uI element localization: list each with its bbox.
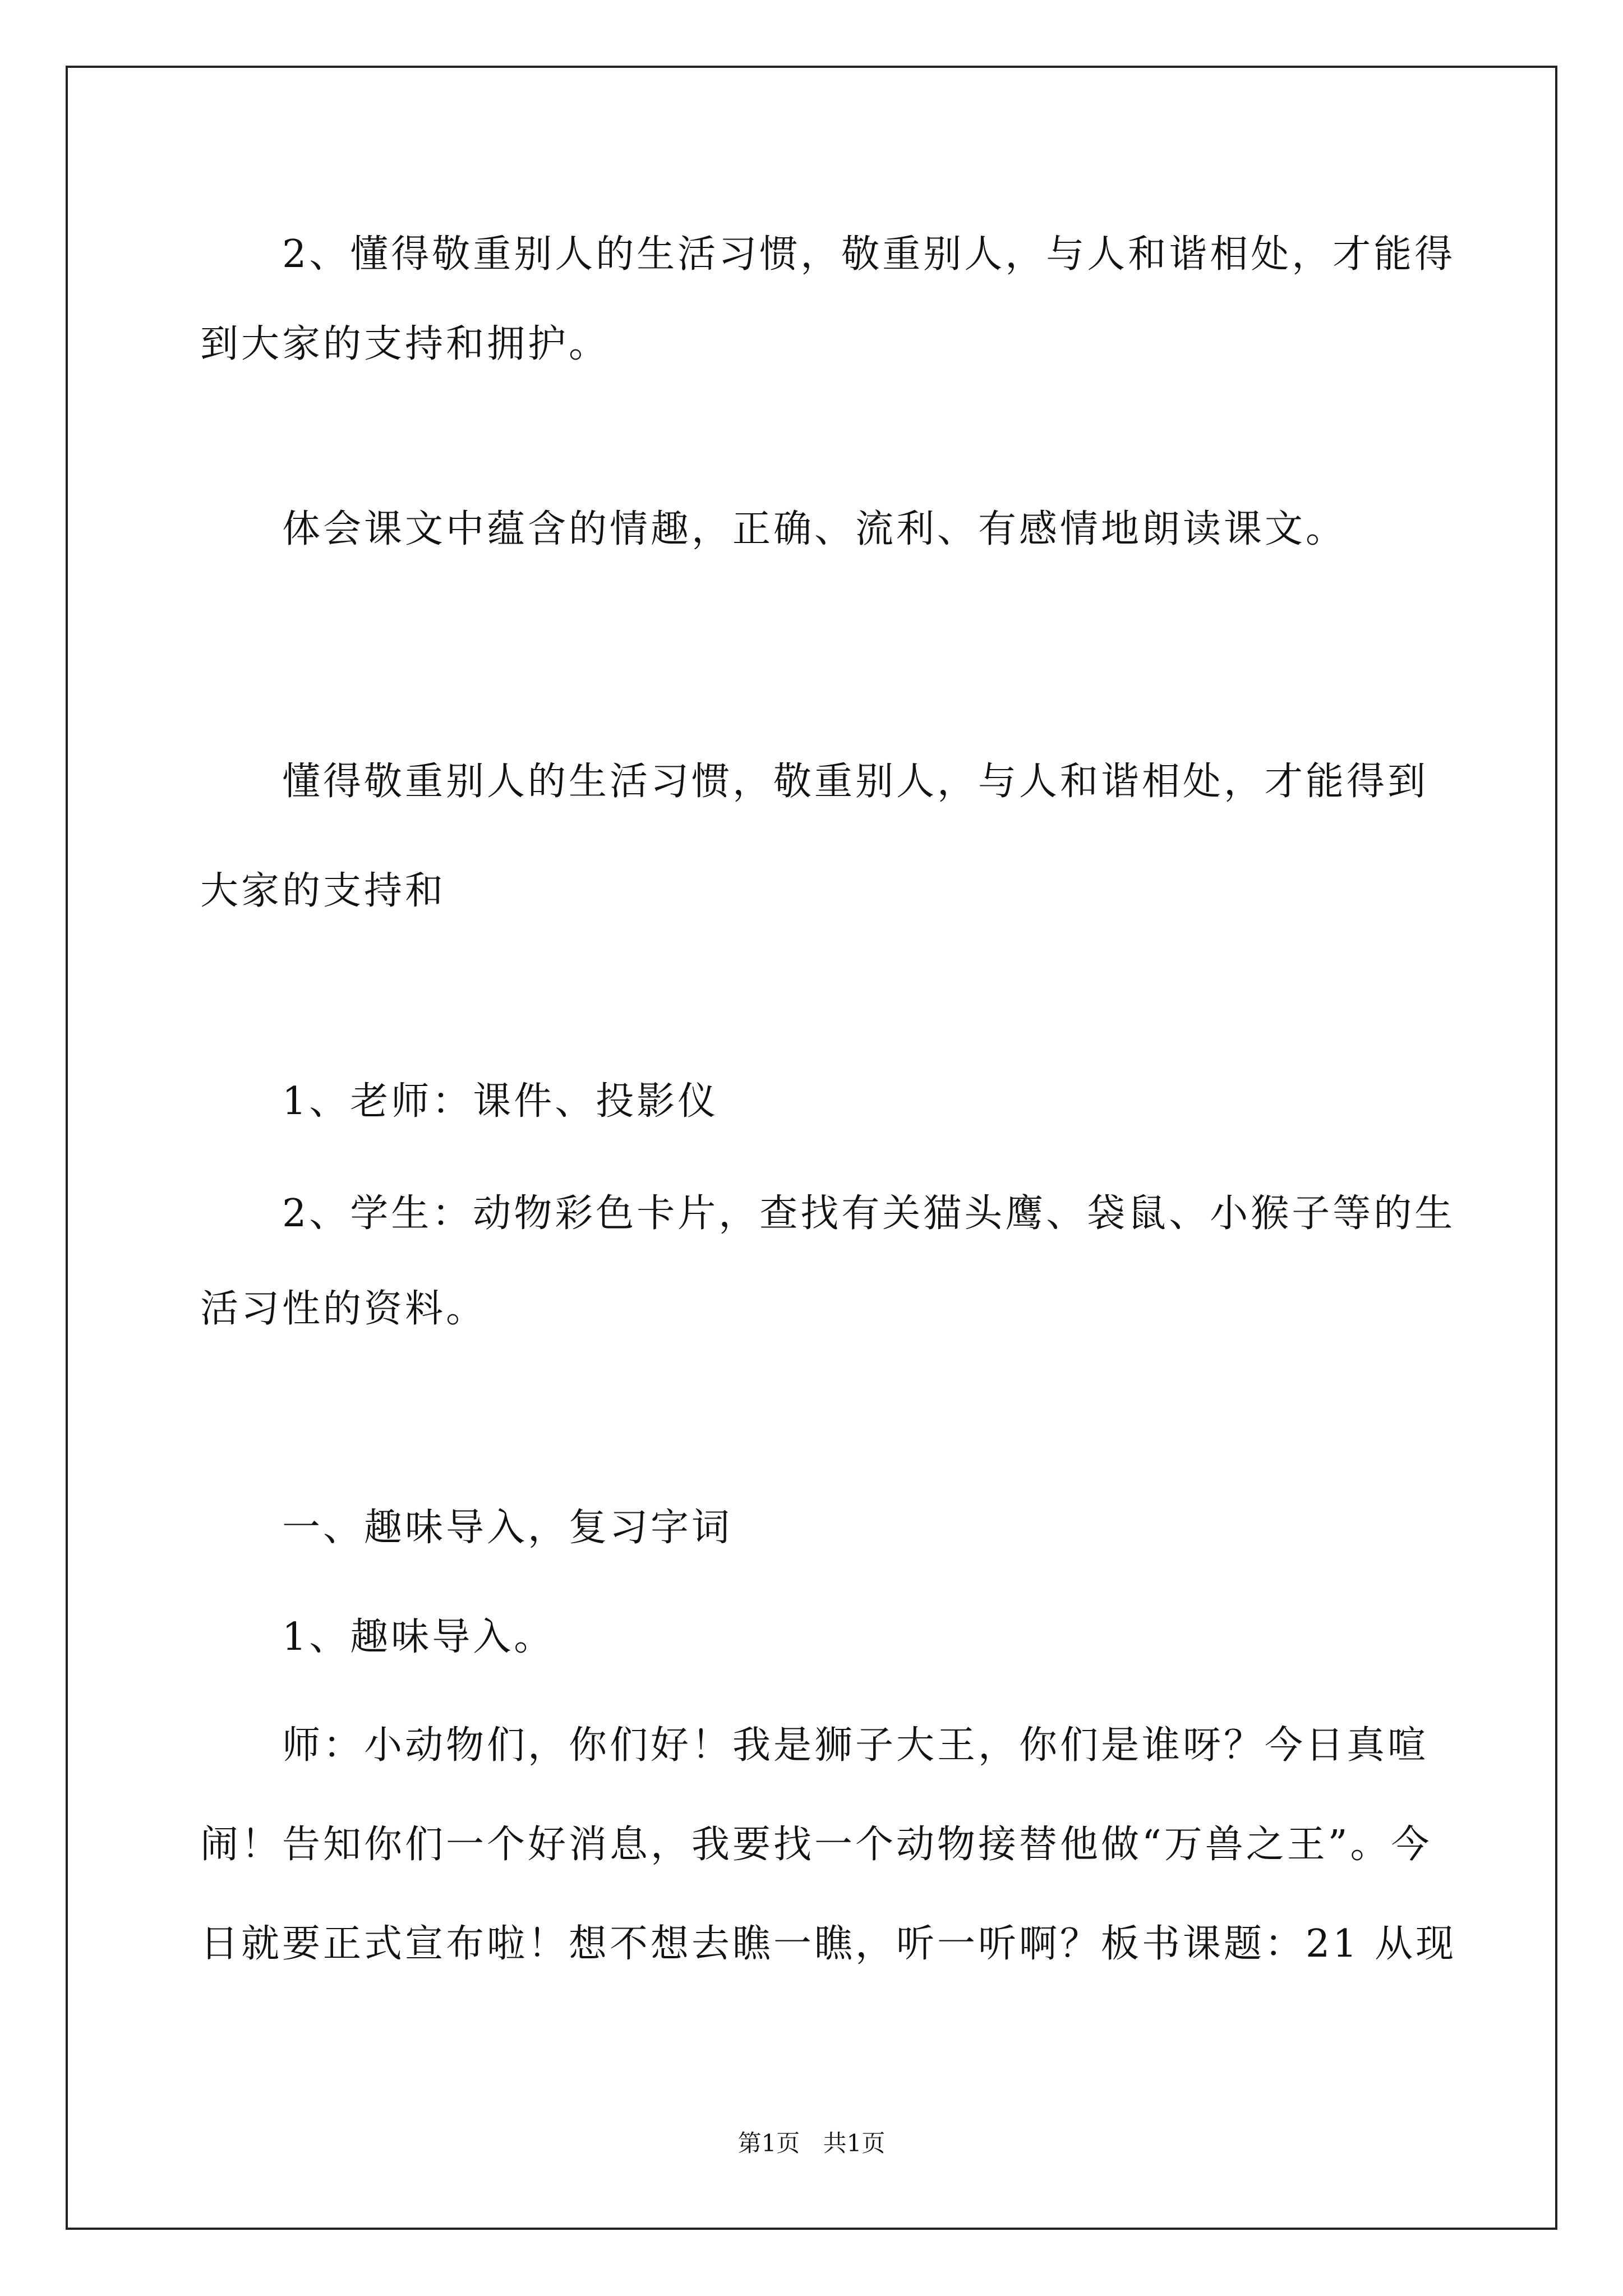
paragraph-line: 懂得敬重别人的生活习惯，敬重别人，与人和谐相处，才能得到 — [200, 760, 1429, 804]
paragraph-line: 体会课文中蕴含的情趣，正确、流利、有感情地朗读课文。 — [200, 507, 1347, 551]
paragraph-line: 日就要正式宣布啦！想不想去瞧一瞧，听一听啊？板书课题：21 从现 — [200, 1922, 1457, 1966]
paragraph-line: 闹！告知你们一个好消息，我要找一个动物接替他做“万兽之王”。今 — [200, 1823, 1432, 1867]
page-total: 共1页 — [823, 2129, 886, 2157]
paragraph-line: 2、学生：动物彩色卡片，查找有关猫头鹰、袋鼠、小猴子等的生 — [200, 1191, 1456, 1236]
page-number: 第1页 — [737, 2129, 800, 2157]
section-heading: 一、趣味导入，复习字词 — [200, 1506, 733, 1550]
paragraph-line: 师：小动物们，你们好！我是狮子大王，你们是谁呀？今日真喧 — [200, 1723, 1429, 1768]
paragraph-line: 到大家的支持和拥护。 — [200, 322, 610, 366]
paragraph-line: 1、老师：课件、投影仪 — [200, 1079, 719, 1124]
paragraph-line: 2、懂得敬重别人的生活习惯，敬重别人，与人和谐相处，才能得 — [200, 232, 1456, 277]
paragraph-line: 活习性的资料。 — [200, 1287, 487, 1331]
paragraph-line: 大家的支持和 — [200, 869, 446, 913]
page-footer — [0, 2125, 1623, 2159]
paragraph-line: 1、趣味导入。 — [200, 1615, 555, 1659]
page-border — [66, 66, 1557, 2230]
